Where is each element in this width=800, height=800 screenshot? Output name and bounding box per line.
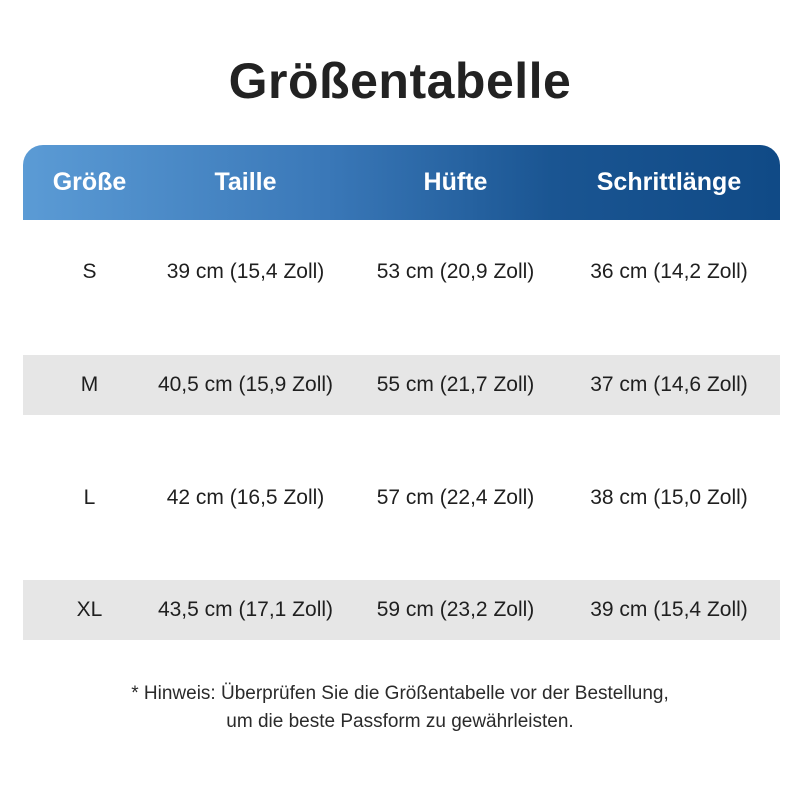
cell-waist: 40,5 cm (15,9 Zoll) [157, 373, 334, 396]
table-header [23, 145, 780, 220]
footnote [0, 680, 800, 736]
table-row [23, 468, 780, 528]
cell-inseam: 38 cm (15,0 Zoll) [590, 486, 748, 509]
table-row [23, 242, 780, 302]
cell-size: M [80, 373, 99, 396]
cell-inseam: 39 cm (15,4 Zoll) [590, 598, 748, 621]
size-table [23, 145, 780, 621]
header-waist: Taille [214, 168, 277, 196]
cell-inseam: 37 cm (14,6 Zoll) [590, 373, 748, 396]
cell-inseam: 36 cm (14,2 Zoll) [590, 260, 748, 283]
header-hip: Hüfte [423, 168, 488, 196]
cell-waist: 39 cm (15,4 Zoll) [166, 260, 325, 283]
page-title: Größentabelle [228, 53, 572, 109]
cell-hip: 53 cm (20,9 Zoll) [376, 260, 535, 283]
footnote-line-2: um die beste Passform zu gewährleisten. [226, 711, 574, 732]
table-row [23, 355, 780, 415]
table-row [23, 580, 780, 640]
cell-size: XL [76, 598, 103, 621]
cell-hip: 55 cm (21,7 Zoll) [376, 373, 535, 396]
footnote-line-1: * Hinweis: Überprüfen Sie die Größentabelle vor der Bestellung, [131, 683, 669, 704]
cell-waist: 42 cm (16,5 Zoll) [166, 486, 325, 509]
header-size: Größe [52, 168, 127, 196]
cell-hip: 59 cm (23,2 Zoll) [376, 598, 535, 621]
header-inseam: Schrittlänge [596, 168, 742, 196]
cell-waist: 43,5 cm (17,1 Zoll) [157, 598, 334, 621]
cell-size: S [82, 260, 97, 283]
cell-hip: 57 cm (22,4 Zoll) [376, 486, 535, 509]
cell-size: L [83, 486, 96, 509]
